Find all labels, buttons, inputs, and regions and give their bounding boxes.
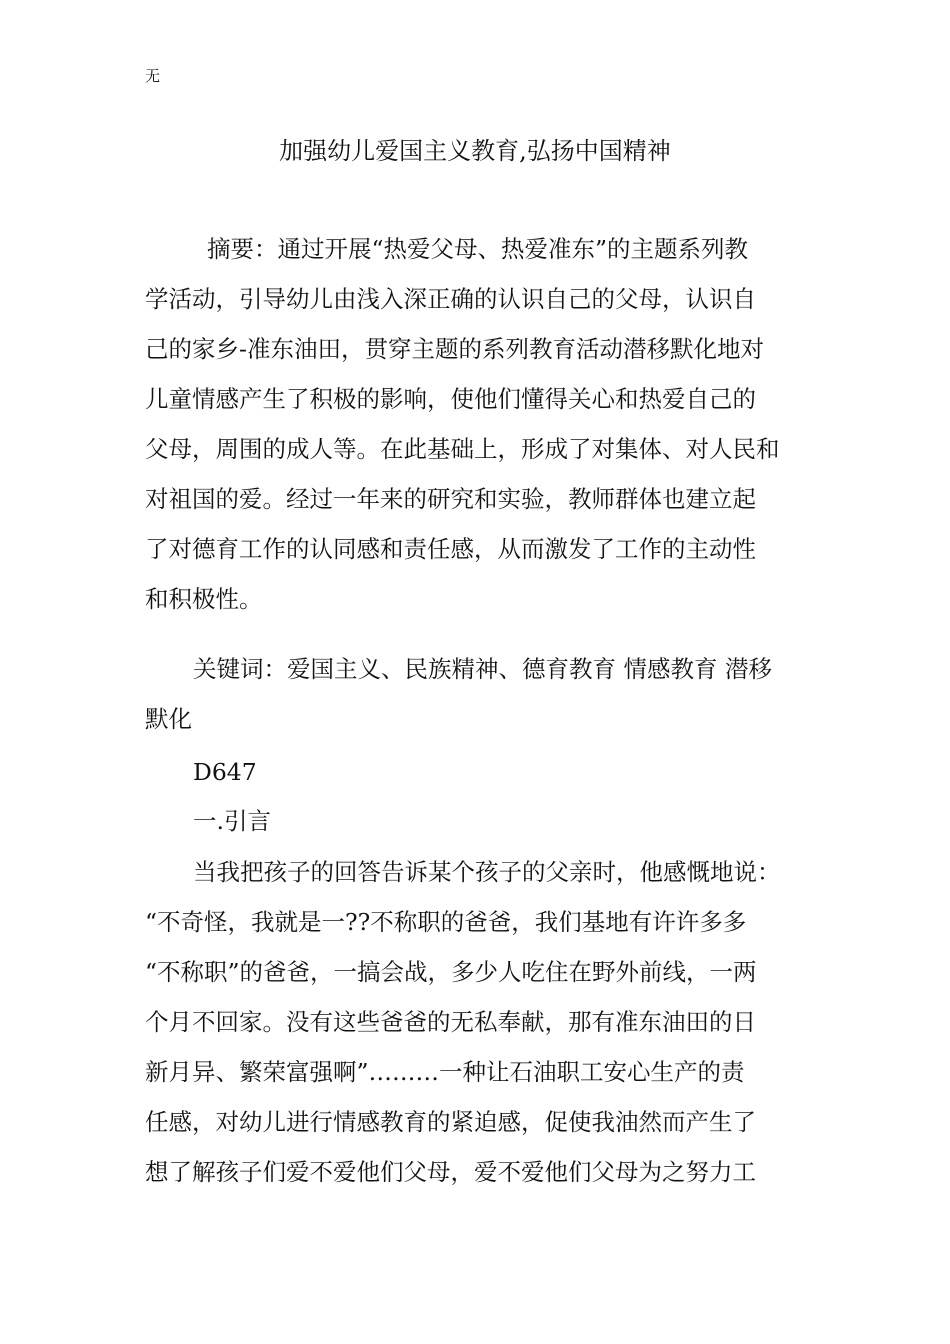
body-line: “不奇怪，我就是一??不称职的爸爸，我们基地有许许多多 (145, 908, 747, 936)
abstract-line: 学活动，引导幼儿由浅入深正确的认识自己的父母，认识自 (145, 285, 756, 313)
body-line: 当我把孩子的回答告诉某个孩子的父亲时，他感慨地说： (193, 858, 781, 886)
keywords-paragraph (145, 644, 810, 744)
keywords-line: 关键词：爱国主义、民族精神、德育教育 情感教育 潜移 (193, 655, 772, 683)
abstract-line: 对祖国的爱。经过一年来的研究和实验，教师群体也建立起 (145, 485, 756, 513)
abstract-line: 父母，周围的成人等。在此基础上，形成了对集体、对人民和 (145, 435, 780, 463)
section-heading (145, 796, 810, 846)
body-line: 新月异、繁荣富强啊”………一种让石油职工安心生产的责 (145, 1058, 745, 1086)
abstract-paragraph (145, 224, 810, 624)
document-title: 加强幼儿爱国主义教育,弘扬中国精神 (279, 137, 671, 165)
classification-code (145, 747, 810, 797)
abstract-line: 己的家乡-准东油田，贯穿主题的系列教育活动潜移默化地对 (145, 335, 764, 363)
body-line: 任感，对幼儿进行情感教育的紧迫感，促使我油然而产生了 (145, 1108, 756, 1136)
keywords-line: 默化 (145, 705, 192, 733)
body-line: “不称职”的爸爸，一搞会战，多少人吃住在野外前线，一两 (145, 958, 757, 986)
section-heading-text: 一.引言 (193, 807, 271, 835)
abstract-line: 儿童情感产生了积极的影响，使他们懂得关心和热爱自己的 (145, 385, 756, 413)
header-mark: 无 (145, 67, 161, 85)
body-line: 想了解孩子们爱不爱他们父母，爱不爱他们父母为之努力工 (145, 1158, 756, 1186)
abstract-line: 摘要：通过开展“热爱父母、热爱准东”的主题系列教 (207, 235, 749, 263)
classification-code-text: D647 (193, 758, 257, 786)
body-paragraph (145, 847, 810, 1197)
abstract-line: 了对德育工作的认同感和责任感，从而激发了工作的主动性 (145, 535, 756, 563)
abstract-line: 和积极性。 (145, 585, 263, 613)
body-line: 个月不回家。没有这些爸爸的无私奉献，那有准东油田的日 (145, 1008, 756, 1036)
